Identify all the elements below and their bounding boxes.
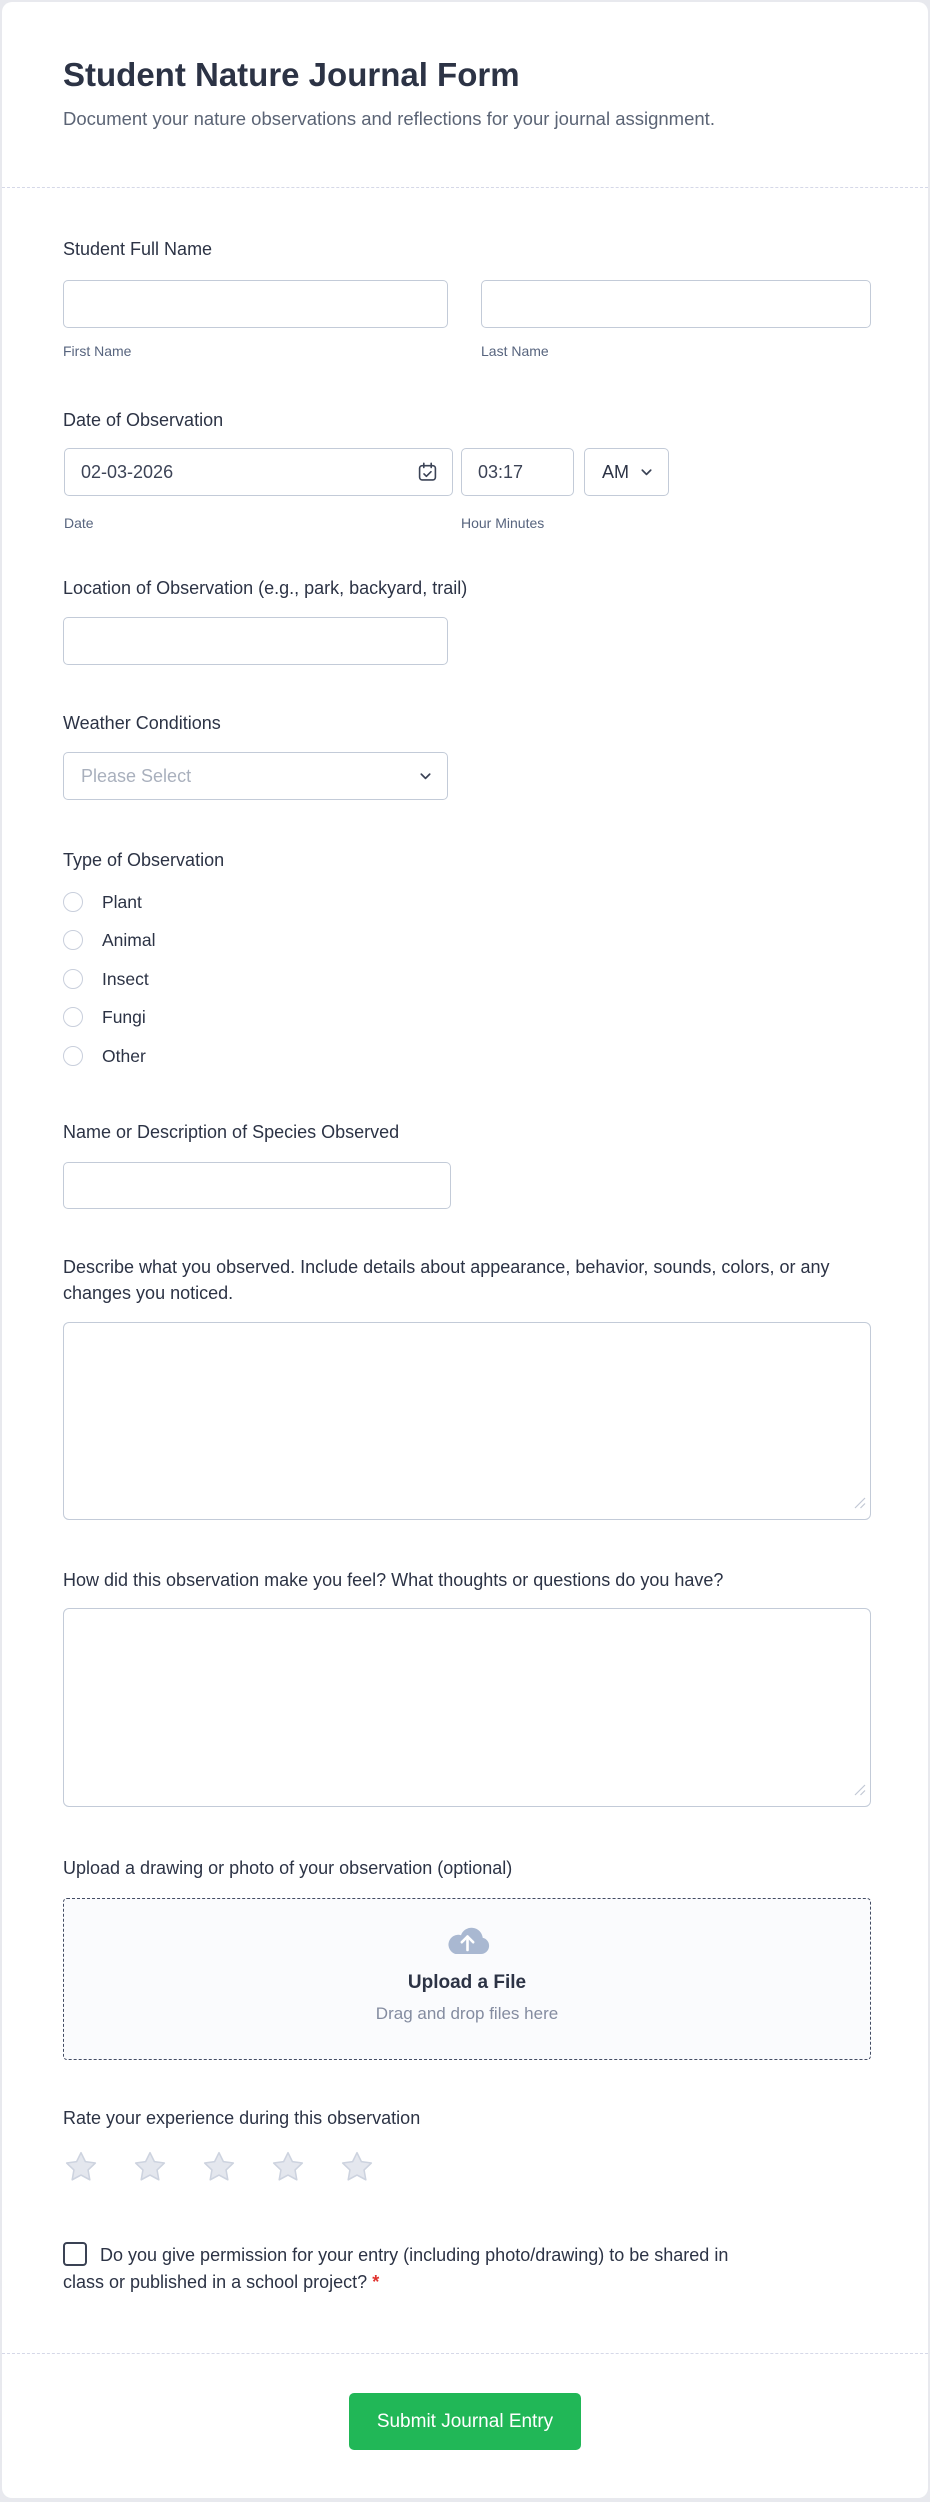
time-input[interactable] — [461, 448, 574, 496]
required-asterisk: * — [372, 2272, 380, 2292]
species-input[interactable] — [63, 1162, 451, 1209]
describe-field-label: Describe what you observed. Include details about appearance, behavior, sounds, colors, or any changes you noticed. — [63, 1257, 830, 1303]
feelings-field-label: How did this observation make you feel? What thoughts or questions do you have? — [63, 1570, 724, 1590]
type-field-label: Type of Observation — [63, 850, 225, 870]
upload-button-text: Upload a File — [407, 1972, 527, 1993]
date-input[interactable] — [64, 448, 453, 496]
radio-icon[interactable] — [63, 1007, 83, 1027]
upload-hint-text: Drag and drop files here — [375, 2004, 559, 2023]
resize-handle-icon[interactable] — [854, 1496, 866, 1514]
upload-field-label: Upload a drawing or photo of your observation (optional) — [63, 1858, 513, 1878]
checkbox-icon[interactable] — [63, 2242, 87, 2266]
page-subtitle: Document your nature observations and reflections for your journal assignment. — [63, 108, 715, 129]
radio-option-label: Other — [102, 1045, 146, 1066]
page-title: Student Nature Journal Form — [63, 56, 520, 93]
radio-icon[interactable] — [63, 1046, 83, 1066]
last-name-sublabel: Last Name — [481, 343, 549, 359]
first-name-sublabel: First Name — [63, 343, 132, 359]
radio-option-animal[interactable] — [63, 922, 156, 958]
radio-option-label: Plant — [102, 891, 142, 912]
header-divider — [2, 187, 928, 188]
star-icon[interactable] — [133, 2150, 167, 2184]
time-sublabel: Hour Minutes — [461, 515, 545, 531]
chevron-down-icon — [639, 465, 654, 480]
radio-option-other[interactable] — [63, 1038, 146, 1074]
star-icon[interactable] — [340, 2150, 374, 2184]
star-icon[interactable] — [202, 2150, 236, 2184]
consent-checkbox-row[interactable] — [63, 2242, 763, 2296]
radio-option-label: Fungi — [102, 1006, 146, 1027]
radio-option-label: Animal — [102, 929, 156, 950]
last-name-input[interactable] — [481, 280, 871, 328]
star-icon[interactable] — [271, 2150, 305, 2184]
cloud-upload-icon — [443, 1923, 491, 1958]
date-sublabel: Date — [64, 515, 94, 531]
chevron-down-icon — [418, 769, 433, 784]
radio-option-fungi[interactable] — [63, 999, 146, 1035]
species-field-label: Name or Description of Species Observed — [63, 1122, 400, 1142]
star-rating — [64, 2150, 374, 2184]
submit-button[interactable]: Submit Journal Entry — [349, 2393, 581, 2450]
weather-placeholder: Please Select — [81, 765, 192, 786]
location-field-label: Location of Observation (e.g., park, backyard, trail) — [63, 578, 468, 598]
radio-icon[interactable] — [63, 969, 83, 989]
location-input[interactable] — [63, 617, 448, 665]
radio-option-label: Insect — [102, 968, 149, 989]
feelings-textarea[interactable] — [63, 1608, 871, 1807]
weather-field-label: Weather Conditions — [63, 713, 221, 733]
describe-textarea[interactable] — [63, 1322, 871, 1520]
consent-label: Do you give permission for your entry (including photo/drawing) to be shared in class or published in a school project? — [63, 2245, 729, 2292]
meridiem-value: AM — [602, 461, 629, 482]
resize-handle-icon[interactable] — [854, 1783, 866, 1801]
calendar-icon[interactable] — [417, 462, 438, 483]
radio-icon[interactable] — [63, 930, 83, 950]
file-upload-dropzone[interactable] — [63, 1898, 871, 2060]
name-field-label: Student Full Name — [63, 239, 213, 259]
date-field-label: Date of Observation — [63, 410, 224, 430]
footer-divider — [2, 2353, 928, 2354]
radio-option-plant[interactable] — [63, 884, 142, 920]
rating-field-label: Rate your experience during this observation — [63, 2108, 421, 2128]
radio-option-insect[interactable] — [63, 961, 149, 997]
first-name-input[interactable] — [63, 280, 448, 328]
star-icon[interactable] — [64, 2150, 98, 2184]
meridiem-select[interactable] — [584, 448, 669, 496]
weather-select[interactable] — [63, 752, 448, 800]
radio-icon[interactable] — [63, 892, 83, 912]
